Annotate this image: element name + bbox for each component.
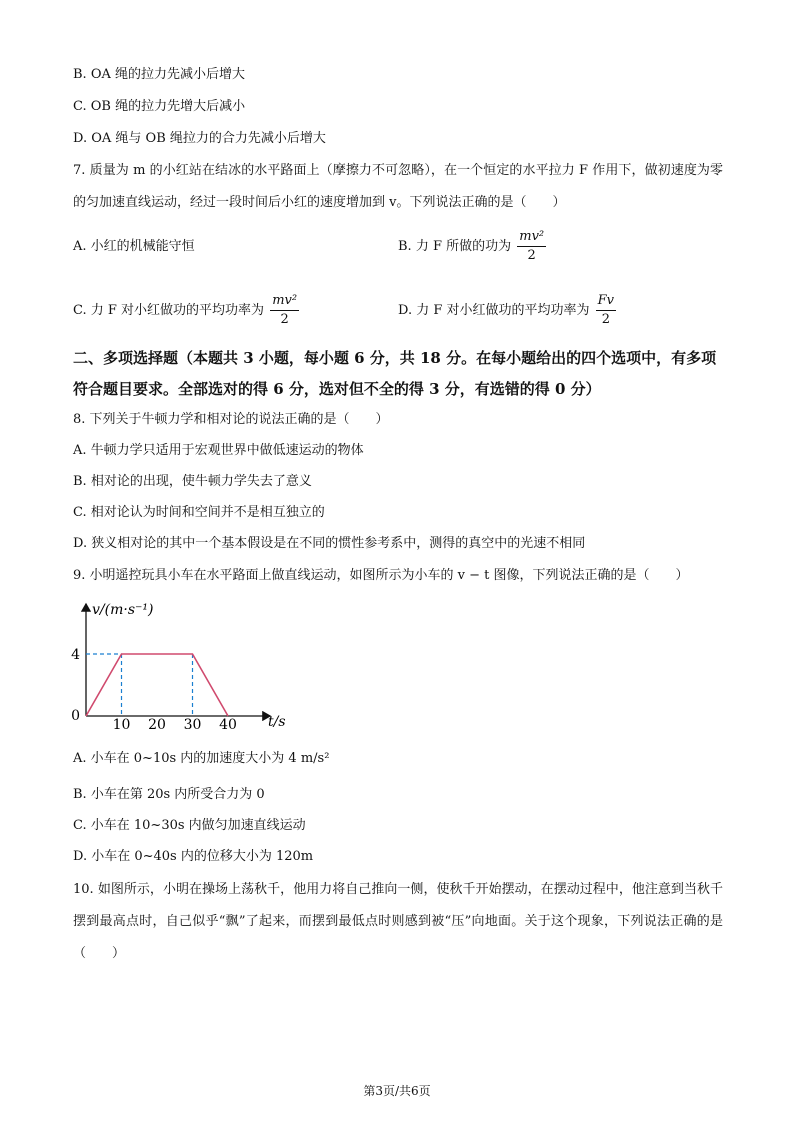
origin-label: 0: [71, 708, 80, 724]
q6-option-b: B. OA 绳的拉力先减小后增大: [73, 67, 245, 82]
q7-option-b-text: B. 力 F 所做的功为: [398, 239, 512, 254]
q6-option-c: C. OB 绳的拉力先增大后减小: [73, 99, 246, 114]
q8-option-c: C. 相对论认为时间和空间并不是相互独立的: [73, 505, 325, 520]
q7-option-b-fraction: [517, 228, 546, 265]
fraction-numerator: mv²: [270, 292, 299, 311]
x-tick-label: 30: [183, 717, 202, 732]
q8-option-a: A. 牛顿力学只适用于宏观世界中做低速运动的物体: [73, 443, 364, 458]
y-axis-label: v/(m·s⁻¹): [92, 602, 154, 618]
q7-option-c-fraction: [270, 292, 299, 329]
q8-option-b: B. 相对论的出现，使牛顿力学失去了意义: [73, 474, 312, 489]
fraction-numerator: Fv: [596, 292, 616, 311]
q7-option-c: [73, 292, 299, 330]
velocity-series-line: [86, 654, 228, 716]
q7-option-a: A. 小红的机械能守恒: [73, 239, 195, 254]
page-number: 第3页/共6页: [363, 1084, 431, 1098]
fraction-denominator: 2: [601, 312, 610, 327]
fraction-numerator: mv²: [517, 228, 546, 247]
q9-option-c: C. 小车在 10~30s 内做匀加速直线运动: [73, 818, 306, 833]
q8-option-d: D. 狭义相对论的其中一个基本假设是在不同的惯性参考系中，测得的真空中的光速不相同: [73, 536, 586, 551]
y-tick-label: 4: [71, 647, 80, 663]
q7-option-d: [398, 292, 616, 330]
fraction-denominator: 2: [280, 312, 289, 327]
q7-option-d-fraction: [596, 292, 616, 329]
q6-option-d: D. OA 绳与 OB 绳拉力的合力先减小后增大: [73, 131, 326, 146]
fraction-denominator: 2: [527, 248, 536, 263]
q9-option-d: D. 小车在 0~40s 内的位移大小为 120m: [73, 849, 314, 864]
q10-stem: 10. 如图所示，小明在操场上荡秋千，他用力将自己推向一侧，使秋千开始摆动，在摆动过程中，他注意到当秋千摆到最高点时，自己似乎“飘”了起来，而摆到最低点时则感到被“压”向地面。关于这个现象，下列说法正确的是（ ）: [73, 882, 723, 961]
q7-option-d-text: D. 力 F 对小红做功的平均功率为: [398, 303, 590, 318]
q9-option-a: A. 小车在 0~10s 内的加速度大小为 4 m/s²: [73, 751, 330, 766]
q7-option-b: [398, 228, 546, 266]
section-heading: 二、多项选择题（本题共 3 小题，每小题 6 分，共 18 分。在每小题给出的四个选项中，有多项符合题目要求。全部选对的得 6 分，选对但不全的得 3 分，有选错的得 0 分）: [73, 349, 717, 398]
x-axis-label: t/s: [268, 714, 286, 730]
vt-graph: [70, 592, 300, 732]
q8-stem: 8. 下列关于牛顿力学和相对论的说法正确的是（ ）: [73, 412, 389, 427]
q9-option-b: B. 小车在第 20s 内所受合力为 0: [73, 787, 265, 802]
q7-stem: 7. 质量为 m 的小红站在结冰的水平路面上（摩擦力不可忽略），在一个恒定的水平拉力 F 作用下，做初速度为零的匀加速直线运动，经过一段时间后小红的速度增加到 v。下列说法正确的是（ ）: [73, 163, 723, 210]
x-tick-label: 20: [148, 717, 166, 732]
q9-stem: 9. 小明遥控玩具小车在水平路面上做直线运动，如图所示为小车的 v − t 图像，下列说法正确的是（ ）: [73, 568, 689, 583]
q7-option-c-text: C. 力 F 对小红做功的平均功率为: [73, 303, 265, 318]
x-tick-label: 10: [112, 717, 131, 732]
x-tick-label: 40: [219, 717, 237, 732]
